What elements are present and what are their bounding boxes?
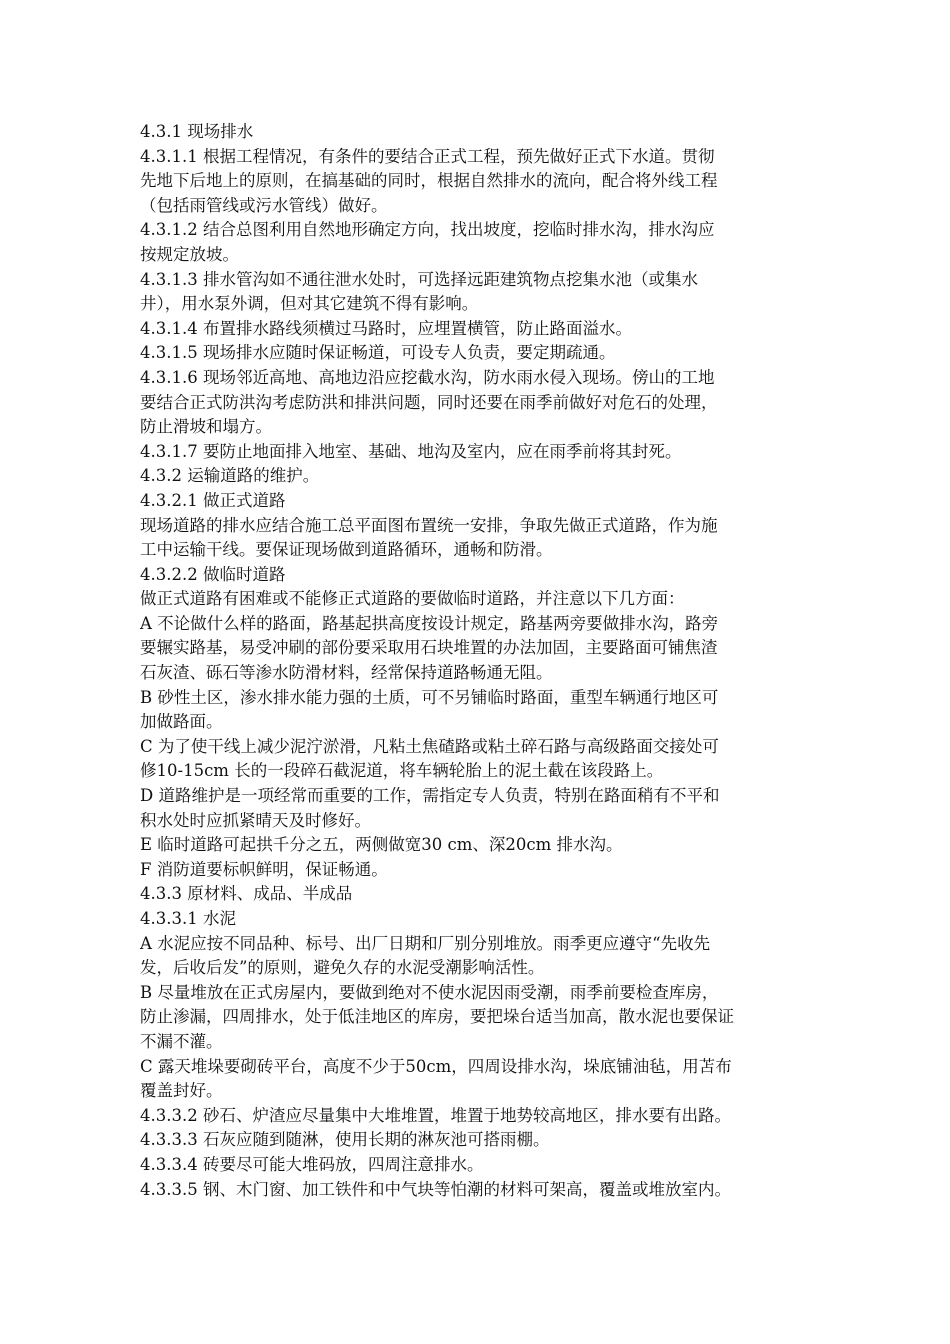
text-line: 先地下后地上的原则，在搞基础的同时，根据自然排水的流向，配合将外线工程 — [140, 171, 718, 191]
text-line: 4.3.3 原材料、成品、半成品 — [140, 884, 353, 904]
text-line: 要结合正式防洪沟考虑防洪和排洪问题，同时还要在雨季前做好对危石的处理， — [140, 392, 718, 412]
text-line: 石灰渣、砾石等渗水防滑材料，经常保持道路畅通无阻。 — [140, 663, 553, 683]
text-line: 4.3.3.5 钢、木门窗、加工铁件和中气块等怕潮的材料可架高，覆盖或堆放室内。 — [140, 1179, 731, 1199]
text-line: 4.3.2 运输道路的维护。 — [140, 466, 320, 486]
text-line: 发，后收后发”的原则，避免久存的水泥受潮影响活性。 — [140, 958, 545, 978]
text-line: 防止渗漏，四周排水，处于低洼地区的库房，要把垛台适当加高，散水泥也要保证 — [140, 1007, 734, 1027]
text-line: 4.3.1.7 要防止地面排入地室、基础、地沟及室内，应在雨季前将其封死。 — [140, 441, 682, 461]
text-line: B 尽量堆放在正式房屋内，要做到绝对不使水泥因雨受潮，雨季前要检查库房， — [140, 982, 719, 1002]
text-line: 现场道路的排水应结合施工总平面图布置统一安排，争取先做正式道路，作为施 — [140, 515, 718, 535]
text-line: 4.3.1.3 排水管沟如不通往泄水处时，可选择远距建筑物点挖集水池（或集水 — [140, 269, 698, 289]
text-line: 防止滑坡和塌方。 — [140, 417, 272, 437]
text-line: 要辗实路基，易受冲刷的部份要采取用石块堆置的办法加固，主要路面可铺焦渣 — [140, 638, 718, 658]
text-line: C 为了使干线上减少泥泞淤滑，凡粘土焦碴路或粘土碎石路与高级路面交接处可 — [140, 736, 719, 756]
text-line: 4.3.2.1 做正式道路 — [140, 490, 286, 510]
text-line: 做正式道路有困难或不能修正式道路的要做临时道路，并注意以下几方面： — [140, 589, 685, 609]
text-line: 4.3.1 现场排水 — [140, 122, 254, 141]
document-body — [140, 120, 815, 1202]
text-line: 按规定放坡。 — [140, 244, 239, 264]
text-line: 4.3.1.2 结合总图利用自然地形确定方向，找出坡度，挖临时排水沟，排水沟应 — [140, 220, 715, 240]
text-line: 积水处时应抓紧晴天及时修好。 — [140, 810, 371, 830]
text-line: 工中运输干线。要保证现场做到道路循环，通畅和防滑。 — [140, 540, 553, 560]
text-line: 4.3.1.5 现场排水应随时保证畅道，可设专人负责，要定期疏通。 — [140, 343, 616, 363]
text-line: 4.3.3.2 砂石、炉渣应尽量集中大堆堆置，堆置于地势较高地区，排水要有出路。 — [140, 1105, 731, 1125]
text-line: 4.3.2.2 做临时道路 — [140, 564, 286, 584]
text-line: 4.3.1.1 根据工程情况，有条件的要结合正式工程，预先做好正式下水道。贯彻 — [140, 146, 715, 166]
text-line: A 不论做什么样的路面，路基起拱高度按设计规定，路基两旁要做排水沟，路旁 — [140, 613, 719, 633]
text-line: 井），用水泵外调，但对其它建筑不得有影响。 — [140, 294, 479, 314]
text-line: 4.3.1.4 布置排水路线须横过马路时，应埋置横管，防止路面溢水。 — [140, 318, 632, 338]
text-line: C 露天堆垛要砌砖平台，高度不少于50cm，四周设排水沟，垛底铺油毡，用苫布 — [140, 1056, 732, 1076]
text-line: F 消防道要标帜鲜明，保证畅通。 — [140, 859, 388, 879]
text-line: 4.3.3.4 砖要尽可能大堆码放，四周注意排水。 — [140, 1154, 484, 1174]
text-line: E 临时道路可起拱千分之五，两侧做宽30 cm、深20cm 排水沟。 — [140, 835, 623, 855]
text-line: 4.3.3.1 水泥 — [140, 909, 236, 928]
text-line: B 砂性土区，渗水排水能力强的土质，可不另铺临时路面，重型车辆通行地区可 — [140, 687, 719, 707]
text-line: 4.3.3.3 石灰应随到随淋，使用长期的淋灰池可搭雨棚。 — [140, 1130, 550, 1150]
text-line: 覆盖封好。 — [140, 1081, 223, 1101]
text-line: D 道路维护是一项经常而重要的工作，需指定专人负责，特别在路面稍有不平和 — [140, 786, 720, 806]
text-line: 不漏不灌。 — [140, 1031, 223, 1051]
text-line: A 水泥应按不同品种、标号、出厂日期和厂别分别堆放。雨季更应遵守“先收先 — [140, 933, 711, 953]
text-line: 加做路面。 — [140, 712, 223, 732]
text-line: 修10-15cm 长的一段碎石截泥道，将车辆轮胎上的泥土截在该段路上。 — [140, 761, 664, 781]
text-line: （包括雨管线或污水管线）做好。 — [140, 195, 388, 215]
text-line: 4.3.1.6 现场邻近高地、高地边沿应挖截水沟，防水雨水侵入现场。傍山的工地 — [140, 367, 715, 387]
